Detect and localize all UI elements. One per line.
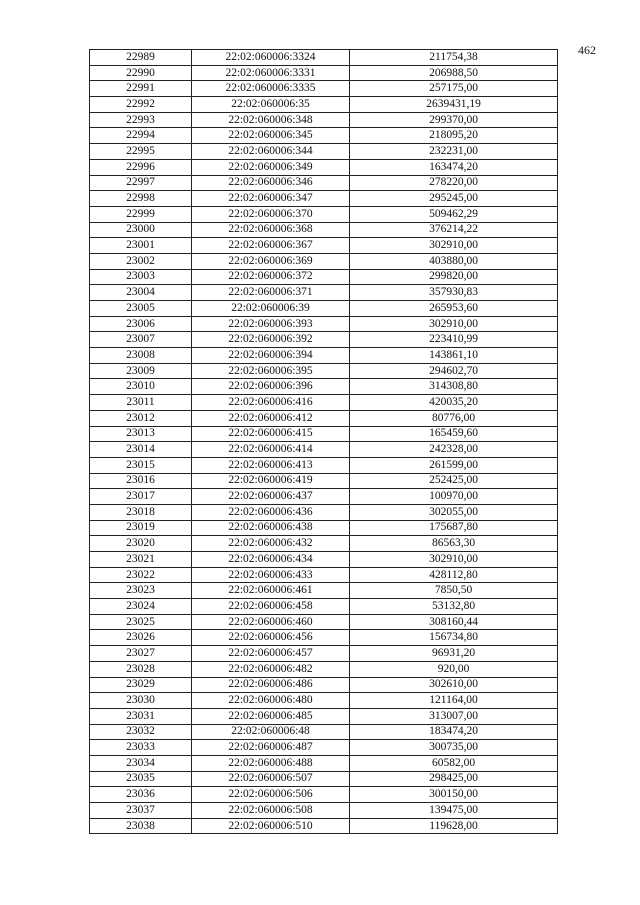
table-row <box>90 803 558 819</box>
value-cell: 218095,20 <box>350 128 558 144</box>
row-number-cell: 23028 <box>90 661 192 677</box>
row-number-cell: 23002 <box>90 253 192 269</box>
table-row <box>90 457 558 473</box>
row-number-cell: 23023 <box>90 583 192 599</box>
cadastral-number-cell: 22:02:060006:460 <box>192 614 350 630</box>
table-row <box>90 222 558 238</box>
row-number-cell: 23031 <box>90 708 192 724</box>
table-body <box>90 50 558 834</box>
cadastral-number-cell: 22:02:060006:348 <box>192 112 350 128</box>
value-cell: 2639431,19 <box>350 97 558 113</box>
value-cell: 302910,00 <box>350 316 558 332</box>
cadastral-number-cell: 22:02:060006:393 <box>192 316 350 332</box>
value-cell: 119628,00 <box>350 818 558 834</box>
row-number-cell: 22999 <box>90 206 192 222</box>
table-row <box>90 348 558 364</box>
cadastral-number-cell: 22:02:060006:433 <box>192 567 350 583</box>
value-cell: 920,00 <box>350 661 558 677</box>
cadastral-number-cell: 22:02:060006:437 <box>192 489 350 505</box>
row-number-cell: 23032 <box>90 724 192 740</box>
value-cell: 357930,83 <box>350 285 558 301</box>
value-cell: 7850,50 <box>350 583 558 599</box>
row-number-cell: 23037 <box>90 803 192 819</box>
value-cell: 428112,80 <box>350 567 558 583</box>
row-number-cell: 23009 <box>90 363 192 379</box>
cadastral-number-cell: 22:02:060006:458 <box>192 599 350 615</box>
row-number-cell: 23005 <box>90 301 192 317</box>
value-cell: 175687,80 <box>350 520 558 536</box>
value-cell: 257175,00 <box>350 81 558 97</box>
table-row <box>90 81 558 97</box>
value-cell: 298425,00 <box>350 771 558 787</box>
row-number-cell: 23035 <box>90 771 192 787</box>
cadastral-number-cell: 22:02:060006:434 <box>192 552 350 568</box>
cadastral-number-cell: 22:02:060006:345 <box>192 128 350 144</box>
row-number-cell: 23010 <box>90 379 192 395</box>
row-number-cell: 23003 <box>90 269 192 285</box>
table-row <box>90 630 558 646</box>
table-row <box>90 206 558 222</box>
table-row <box>90 755 558 771</box>
value-cell: 80776,00 <box>350 410 558 426</box>
value-cell: 206988,50 <box>350 65 558 81</box>
value-cell: 265953,60 <box>350 301 558 317</box>
cadastral-number-cell: 22:02:060006:3335 <box>192 81 350 97</box>
value-cell: 139475,00 <box>350 803 558 819</box>
cadastral-number-cell: 22:02:060006:3331 <box>192 65 350 81</box>
cadastral-number-cell: 22:02:060006:414 <box>192 442 350 458</box>
table-row <box>90 379 558 395</box>
row-number-cell: 23014 <box>90 442 192 458</box>
row-number-cell: 23012 <box>90 410 192 426</box>
cadastral-number-cell: 22:02:060006:3324 <box>192 50 350 66</box>
cadastral-number-cell: 22:02:060006:344 <box>192 144 350 160</box>
value-cell: 165459,60 <box>350 426 558 442</box>
value-cell: 302910,00 <box>350 238 558 254</box>
row-number-cell: 22994 <box>90 128 192 144</box>
value-cell: 183474,20 <box>350 724 558 740</box>
value-cell: 300150,00 <box>350 787 558 803</box>
table-row <box>90 520 558 536</box>
row-number-cell: 23022 <box>90 567 192 583</box>
value-cell: 299820,00 <box>350 269 558 285</box>
value-cell: 86563,30 <box>350 536 558 552</box>
row-number-cell: 22992 <box>90 97 192 113</box>
cadastral-number-cell: 22:02:060006:507 <box>192 771 350 787</box>
row-number-cell: 23008 <box>90 348 192 364</box>
table-row <box>90 583 558 599</box>
row-number-cell: 23038 <box>90 818 192 834</box>
row-number-cell: 22990 <box>90 65 192 81</box>
row-number-cell: 23025 <box>90 614 192 630</box>
table-row <box>90 316 558 332</box>
value-cell: 302910,00 <box>350 552 558 568</box>
row-number-cell: 22995 <box>90 144 192 160</box>
table-row <box>90 301 558 317</box>
cadastral-number-cell: 22:02:060006:371 <box>192 285 350 301</box>
value-cell: 403880,00 <box>350 253 558 269</box>
row-number-cell: 23030 <box>90 693 192 709</box>
row-number-cell: 23033 <box>90 740 192 756</box>
value-cell: 509462,29 <box>350 206 558 222</box>
cadastral-number-cell: 22:02:060006:482 <box>192 661 350 677</box>
value-cell: 143861,10 <box>350 348 558 364</box>
row-number-cell: 22996 <box>90 159 192 175</box>
table-row <box>90 473 558 489</box>
table-row <box>90 65 558 81</box>
page-number: 462 <box>578 43 596 57</box>
table-row <box>90 97 558 113</box>
cadastral-number-cell: 22:02:060006:480 <box>192 693 350 709</box>
value-cell: 100970,00 <box>350 489 558 505</box>
cadastral-number-cell: 22:02:060006:368 <box>192 222 350 238</box>
table-row <box>90 363 558 379</box>
cadastral-number-cell: 22:02:060006:457 <box>192 646 350 662</box>
cadastral-table <box>89 49 558 834</box>
row-number-cell: 23034 <box>90 755 192 771</box>
cadastral-number-cell: 22:02:060006:412 <box>192 410 350 426</box>
table-row <box>90 693 558 709</box>
cadastral-number-cell: 22:02:060006:372 <box>192 269 350 285</box>
value-cell: 163474,20 <box>350 159 558 175</box>
table-row <box>90 191 558 207</box>
value-cell: 313007,00 <box>350 708 558 724</box>
table-row <box>90 599 558 615</box>
cadastral-number-cell: 22:02:060006:367 <box>192 238 350 254</box>
cadastral-number-cell: 22:02:060006:392 <box>192 332 350 348</box>
value-cell: 308160,44 <box>350 614 558 630</box>
row-number-cell: 23024 <box>90 599 192 615</box>
table-row <box>90 646 558 662</box>
row-number-cell: 23015 <box>90 457 192 473</box>
cadastral-number-cell: 22:02:060006:370 <box>192 206 350 222</box>
cadastral-number-cell: 22:02:060006:369 <box>192 253 350 269</box>
row-number-cell: 23017 <box>90 489 192 505</box>
cadastral-number-cell: 22:02:060006:485 <box>192 708 350 724</box>
row-number-cell: 23007 <box>90 332 192 348</box>
table-row <box>90 253 558 269</box>
row-number-cell: 23001 <box>90 238 192 254</box>
table-row <box>90 504 558 520</box>
row-number-cell: 22989 <box>90 50 192 66</box>
table-row <box>90 285 558 301</box>
cadastral-number-cell: 22:02:060006:486 <box>192 677 350 693</box>
table-row <box>90 536 558 552</box>
row-number-cell: 23021 <box>90 552 192 568</box>
value-cell: 223410,99 <box>350 332 558 348</box>
value-cell: 156734,80 <box>350 630 558 646</box>
table-row <box>90 787 558 803</box>
cadastral-number-cell: 22:02:060006:436 <box>192 504 350 520</box>
value-cell: 211754,38 <box>350 50 558 66</box>
row-number-cell: 23011 <box>90 395 192 411</box>
row-number-cell: 23013 <box>90 426 192 442</box>
cadastral-number-cell: 22:02:060006:506 <box>192 787 350 803</box>
value-cell: 302610,00 <box>350 677 558 693</box>
cadastral-number-cell: 22:02:060006:461 <box>192 583 350 599</box>
value-cell: 299370,00 <box>350 112 558 128</box>
cadastral-number-cell: 22:02:060006:35 <box>192 97 350 113</box>
row-number-cell: 23000 <box>90 222 192 238</box>
value-cell: 302055,00 <box>350 504 558 520</box>
value-cell: 232231,00 <box>350 144 558 160</box>
value-cell: 242328,00 <box>350 442 558 458</box>
value-cell: 376214,22 <box>350 222 558 238</box>
row-number-cell: 23006 <box>90 316 192 332</box>
cadastral-number-cell: 22:02:060006:419 <box>192 473 350 489</box>
table-row <box>90 771 558 787</box>
cadastral-number-cell: 22:02:060006:487 <box>192 740 350 756</box>
row-number-cell: 22998 <box>90 191 192 207</box>
row-number-cell: 23026 <box>90 630 192 646</box>
row-number-cell: 23029 <box>90 677 192 693</box>
cadastral-number-cell: 22:02:060006:456 <box>192 630 350 646</box>
cadastral-number-cell: 22:02:060006:432 <box>192 536 350 552</box>
table-row <box>90 50 558 66</box>
row-number-cell: 22991 <box>90 81 192 97</box>
cadastral-number-cell: 22:02:060006:394 <box>192 348 350 364</box>
row-number-cell: 23019 <box>90 520 192 536</box>
value-cell: 295245,00 <box>350 191 558 207</box>
table-row <box>90 818 558 834</box>
cadastral-number-cell: 22:02:060006:395 <box>192 363 350 379</box>
table-row <box>90 112 558 128</box>
table-row <box>90 442 558 458</box>
row-number-cell: 23004 <box>90 285 192 301</box>
value-cell: 96931,20 <box>350 646 558 662</box>
table-row <box>90 332 558 348</box>
value-cell: 420035,20 <box>350 395 558 411</box>
table-row <box>90 144 558 160</box>
value-cell: 261599,00 <box>350 457 558 473</box>
row-number-cell: 23027 <box>90 646 192 662</box>
table-row <box>90 395 558 411</box>
value-cell: 252425,00 <box>350 473 558 489</box>
table-row <box>90 159 558 175</box>
row-number-cell: 22993 <box>90 112 192 128</box>
value-cell: 300735,00 <box>350 740 558 756</box>
table-row <box>90 740 558 756</box>
table-row <box>90 552 558 568</box>
table-row <box>90 128 558 144</box>
value-cell: 53132,80 <box>350 599 558 615</box>
cadastral-number-cell: 22:02:060006:413 <box>192 457 350 473</box>
table-row <box>90 677 558 693</box>
cadastral-number-cell: 22:02:060006:510 <box>192 818 350 834</box>
cadastral-number-cell: 22:02:060006:396 <box>192 379 350 395</box>
row-number-cell: 23016 <box>90 473 192 489</box>
row-number-cell: 22997 <box>90 175 192 191</box>
value-cell: 294602,70 <box>350 363 558 379</box>
value-cell: 60582,00 <box>350 755 558 771</box>
cadastral-number-cell: 22:02:060006:508 <box>192 803 350 819</box>
row-number-cell: 23020 <box>90 536 192 552</box>
table-row <box>90 567 558 583</box>
value-cell: 121164,00 <box>350 693 558 709</box>
cadastral-number-cell: 22:02:060006:416 <box>192 395 350 411</box>
table-row <box>90 238 558 254</box>
table-row <box>90 410 558 426</box>
table-row <box>90 426 558 442</box>
cadastral-number-cell: 22:02:060006:346 <box>192 175 350 191</box>
table-row <box>90 661 558 677</box>
table-row <box>90 269 558 285</box>
value-cell: 314308,80 <box>350 379 558 395</box>
table-row <box>90 708 558 724</box>
table-row <box>90 614 558 630</box>
row-number-cell: 23018 <box>90 504 192 520</box>
cadastral-number-cell: 22:02:060006:48 <box>192 724 350 740</box>
table-row <box>90 175 558 191</box>
row-number-cell: 23036 <box>90 787 192 803</box>
cadastral-number-cell: 22:02:060006:349 <box>192 159 350 175</box>
cadastral-number-cell: 22:02:060006:415 <box>192 426 350 442</box>
cadastral-number-cell: 22:02:060006:347 <box>192 191 350 207</box>
cadastral-number-cell: 22:02:060006:39 <box>192 301 350 317</box>
table-row <box>90 489 558 505</box>
cadastral-number-cell: 22:02:060006:488 <box>192 755 350 771</box>
table-row <box>90 724 558 740</box>
cadastral-number-cell: 22:02:060006:438 <box>192 520 350 536</box>
value-cell: 278220,00 <box>350 175 558 191</box>
